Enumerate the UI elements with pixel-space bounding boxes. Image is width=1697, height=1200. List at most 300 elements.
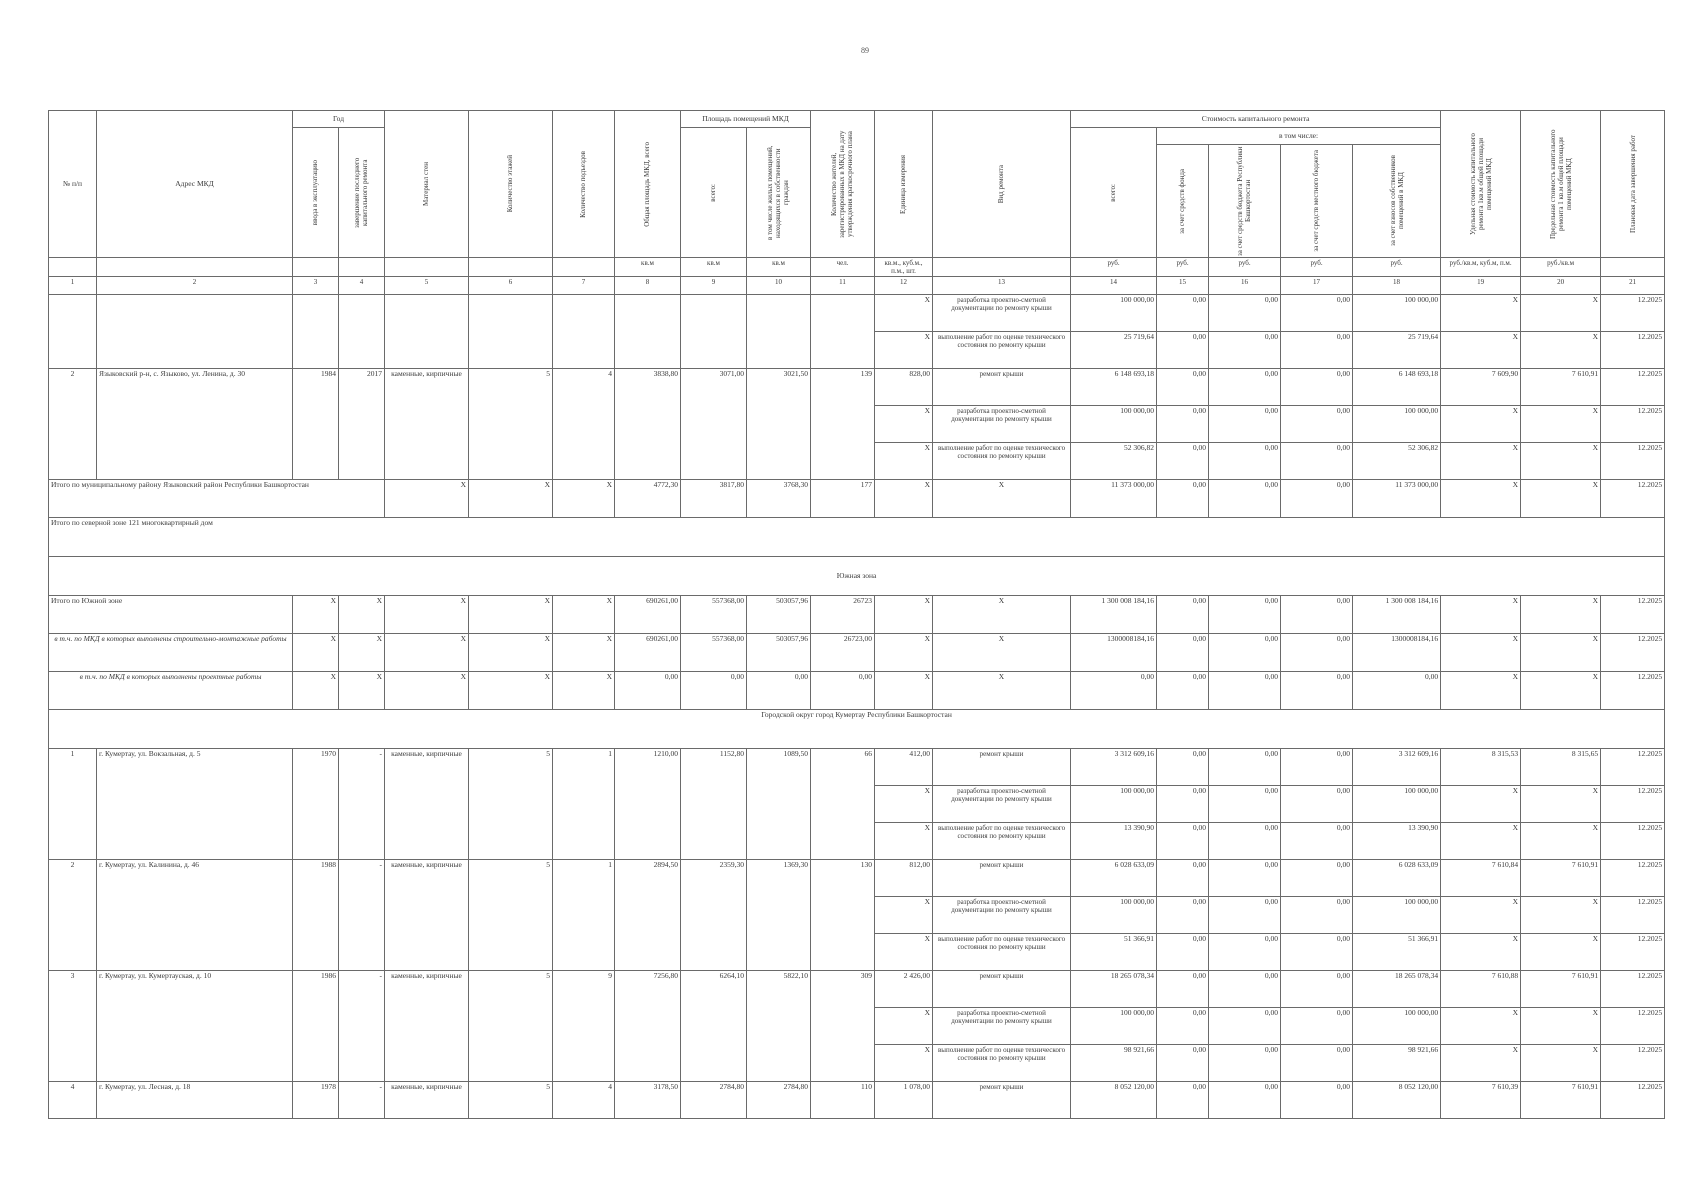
cell-col-21: 12.2025 [1601, 749, 1665, 786]
column-number-cell: 15 [1157, 277, 1209, 295]
cell-col-4: - [339, 971, 385, 1082]
cell-col-19: X [1441, 934, 1521, 971]
column-number-cell: 7 [553, 277, 615, 295]
header-num: № п/п [49, 111, 97, 258]
cell-col-13: выполнение работ по оценке технического состояния по ремонту крыши [933, 1045, 1071, 1082]
column-number-cell: 9 [681, 277, 747, 295]
header-cost-rb: за счет средств бюджета Республики Башкортостан [1209, 145, 1281, 258]
cell-col-11: 130 [811, 860, 875, 971]
cell-col-14: 51 366,91 [1071, 934, 1157, 971]
cell-col-12: X [875, 443, 933, 480]
unit-cell [293, 258, 339, 277]
cell-col-15: 0,00 [1157, 786, 1209, 823]
cell-col-6: 5 [469, 369, 553, 480]
column-number-cell: 14 [1071, 277, 1157, 295]
cell-col-15: 0,00 [1157, 934, 1209, 971]
cell-col-16: 0,00 [1209, 634, 1281, 672]
cell-col-21: 12.2025 [1601, 1045, 1665, 1082]
cell-col-16: 0,00 [1209, 786, 1281, 823]
totals-section [49, 480, 1665, 749]
cell-col-7: X [553, 634, 615, 672]
cell-col-2: г. Кумертау, ул. Кумертауская, д. 10 [97, 971, 293, 1082]
cell-col-12: X [875, 634, 933, 672]
cell-col-19: 7 610,39 [1441, 1082, 1521, 1119]
cell-col-7: 4 [553, 1082, 615, 1119]
cell-col-16: 0,00 [1209, 1045, 1281, 1082]
header-premises-group: Площадь помещений МКД [681, 111, 811, 128]
cell-col-19: X [1441, 897, 1521, 934]
cell-col-14: 6 148 693,18 [1071, 369, 1157, 406]
cell-col-9: 6264,10 [681, 971, 747, 1082]
cell-col-4: 2017 [339, 369, 385, 480]
cell-col-3: 1986 [293, 971, 339, 1082]
zone-title: Южная зона [49, 557, 1665, 596]
cell-col-15: 0,00 [1157, 369, 1209, 406]
cell-col-12: X [875, 295, 933, 332]
cell-col-12: 2 426,00 [875, 971, 933, 1008]
cell-col-20: 7 610,91 [1521, 971, 1601, 1008]
total-label: в т.ч. по МКД в которых выполнены проектные работы [49, 672, 293, 710]
cell-col-21: 12.2025 [1601, 332, 1665, 369]
column-number-cell: 4 [339, 277, 385, 295]
unit-cell [385, 258, 469, 277]
cell-col-15: 0,00 [1157, 332, 1209, 369]
cell-col-20: X [1521, 596, 1601, 634]
cell-col-18: 6 148 693,18 [1353, 369, 1441, 406]
cell-col-7: 1 [553, 860, 615, 971]
cell-col-4: - [339, 1082, 385, 1119]
cell-col-20: X [1521, 897, 1601, 934]
header-cost-local: за счет средств местного бюджета [1281, 145, 1353, 258]
cell-col-15: 0,00 [1157, 1045, 1209, 1082]
cell: X [1441, 480, 1521, 518]
cell-col-17: 0,00 [1281, 897, 1353, 934]
cell-col-9: 1152,80 [681, 749, 747, 860]
cell-col-11: 26723,00 [811, 634, 875, 672]
cell-col-4: - [339, 749, 385, 860]
cell-col-1: 2 [49, 369, 97, 480]
cell-col-20: X [1521, 634, 1601, 672]
cell-col-12: X [875, 897, 933, 934]
cell-col-11: 0,00 [811, 672, 875, 710]
cell-col-13: X [933, 634, 1071, 672]
unit-cell: кв.м [747, 258, 811, 277]
cell-col-15: 0,00 [1157, 406, 1209, 443]
cell-col-8: 7256,80 [615, 971, 681, 1082]
header-year-group: Год [293, 111, 385, 128]
cell-col-5: X [385, 596, 469, 634]
cell-col-18: 100 000,00 [1353, 1008, 1441, 1045]
column-number-cell: 20 [1521, 277, 1601, 295]
cell-col-5: X [385, 672, 469, 710]
cell-col-17: 0,00 [1281, 1082, 1353, 1119]
cell-col-1 [49, 295, 97, 369]
cell-col-21: 12.2025 [1601, 672, 1665, 710]
cell-col-21: 12.2025 [1601, 406, 1665, 443]
cell-col-16: 0,00 [1209, 934, 1281, 971]
cell-col-18: 8 052 120,00 [1353, 1082, 1441, 1119]
cell-col-20: X [1521, 1008, 1601, 1045]
cell-col-16: 0,00 [1209, 897, 1281, 934]
cell-col-14: 1 300 008 184,16 [1071, 596, 1157, 634]
unit-cell: чел. [811, 258, 875, 277]
table-row [49, 971, 1665, 1008]
cell-col-18: 100 000,00 [1353, 406, 1441, 443]
repair-plan-table [48, 110, 1665, 1119]
cell: 0,00 [1281, 480, 1353, 518]
cell-col-12: X [875, 934, 933, 971]
cell-col-18: 1300008184,16 [1353, 634, 1441, 672]
cell-col-14: 100 000,00 [1071, 406, 1157, 443]
cell-col-19: 7 610,84 [1441, 860, 1521, 897]
cell-col-15: 0,00 [1157, 443, 1209, 480]
cell: 0,00 [1157, 480, 1209, 518]
cell-col-17: 0,00 [1281, 860, 1353, 897]
cell-col-21: 12.2025 [1601, 295, 1665, 332]
cell-col-19: X [1441, 596, 1521, 634]
cell-col-1: 1 [49, 749, 97, 860]
cell-col-19: X [1441, 634, 1521, 672]
unit-cell [49, 258, 97, 277]
cell: 12.2025 [1601, 480, 1665, 518]
header-deadline: Плановая дата завершения работ [1601, 111, 1665, 258]
total-north-label: Итого по северной зоне 121 многоквартирный дом [49, 518, 1665, 557]
cell-col-17: 0,00 [1281, 406, 1353, 443]
header-unit: Единица измерения [875, 111, 933, 258]
cell-col-17: 0,00 [1281, 1008, 1353, 1045]
cell-col-13: разработка проектно-сметной документации по ремонту крыши [933, 786, 1071, 823]
cell-col-17: 0,00 [1281, 1045, 1353, 1082]
cell-col-16: 0,00 [1209, 596, 1281, 634]
header-premises-residential: в том числе жилых помещений, находящихся в собственности граждан [747, 128, 811, 258]
cell-col-17: 0,00 [1281, 823, 1353, 860]
column-number-cell: 18 [1353, 277, 1441, 295]
cell-col-7: X [553, 672, 615, 710]
unit-cell: руб. [1071, 258, 1157, 277]
cell-col-13: X [933, 596, 1071, 634]
page-number: 89 [861, 46, 869, 55]
header-total-area: Общая площадь МКД, всего [615, 111, 681, 258]
cell-col-13: разработка проектно-сметной документации по ремонту крыши [933, 1008, 1071, 1045]
cell-col-12: X [875, 596, 933, 634]
cell-col-6: X [469, 596, 553, 634]
column-number-cell: 19 [1441, 277, 1521, 295]
cell-col-6: X [469, 634, 553, 672]
cell-col-18: 3 312 609,16 [1353, 749, 1441, 786]
cell: X [933, 480, 1071, 518]
cell-col-13: ремонт крыши [933, 971, 1071, 1008]
cell-col-16: 0,00 [1209, 332, 1281, 369]
total-label: Итого по Южной зоне [49, 596, 293, 634]
unit-cell: руб./кв.м [1521, 258, 1601, 277]
cell-col-11: 110 [811, 1082, 875, 1119]
table-row [49, 295, 1665, 332]
cell-col-14: 1300008184,16 [1071, 634, 1157, 672]
unit-cell [339, 258, 385, 277]
cell-col-18: 18 265 078,34 [1353, 971, 1441, 1008]
cell-col-3: 1970 [293, 749, 339, 860]
column-number-cell: 12 [875, 277, 933, 295]
cell-col-3: 1978 [293, 1082, 339, 1119]
cell-col-16: 0,00 [1209, 443, 1281, 480]
header-limit-cost: Предельная стоимость капитального ремонта 1 кв.м общей площади помещений МКД [1521, 111, 1601, 258]
cell-col-9: 557368,00 [681, 634, 747, 672]
cell-col-18: 52 306,82 [1353, 443, 1441, 480]
total-south-construction-row [49, 634, 1665, 672]
units-row [49, 258, 1665, 277]
cell-col-5: каменные, кирпичные [385, 1082, 469, 1119]
unit-cell: руб./кв.м, куб.м, п.м. [1441, 258, 1521, 277]
cell-col-13: выполнение работ по оценке технического состояния по ремонту крыши [933, 934, 1071, 971]
cell-col-21: 12.2025 [1601, 443, 1665, 480]
column-number-cell: 11 [811, 277, 875, 295]
cell-col-2: г. Кумертау, ул. Калинина, д. 46 [97, 860, 293, 971]
column-number-cell: 6 [469, 277, 553, 295]
cell-col-16: 0,00 [1209, 860, 1281, 897]
cell-col-7: 1 [553, 749, 615, 860]
cell-col-21: 12.2025 [1601, 823, 1665, 860]
header-cost-group: Стоимость капитального ремонта [1071, 111, 1441, 128]
cell-col-14: 3 312 609,16 [1071, 749, 1157, 786]
unit-cell [1601, 258, 1665, 277]
cell-col-12: 812,00 [875, 860, 933, 897]
cell-col-15: 0,00 [1157, 1008, 1209, 1045]
cell-col-5: каменные, кирпичные [385, 749, 469, 860]
cell-col-21: 12.2025 [1601, 860, 1665, 897]
cell-col-2: г. Кумертау, ул. Вокзальная, д. 5 [97, 749, 293, 860]
cell-col-19: X [1441, 1045, 1521, 1082]
cell-col-10: 3021,50 [747, 369, 811, 480]
cell-col-21: 12.2025 [1601, 369, 1665, 406]
cell-col-19: 7 609,90 [1441, 369, 1521, 406]
cell-col-16: 0,00 [1209, 1008, 1281, 1045]
cell-col-9: 2784,80 [681, 1082, 747, 1119]
cell-col-15: 0,00 [1157, 596, 1209, 634]
cell-col-17: 0,00 [1281, 332, 1353, 369]
cell-col-19: X [1441, 443, 1521, 480]
cell-col-10: 503057,96 [747, 634, 811, 672]
cell-col-14: 100 000,00 [1071, 1008, 1157, 1045]
cell-col-17: 0,00 [1281, 596, 1353, 634]
cell-col-3: X [293, 634, 339, 672]
cell-col-16: 0,00 [1209, 1082, 1281, 1119]
cell-col-3: 1984 [293, 369, 339, 480]
cell-col-17: 0,00 [1281, 786, 1353, 823]
cell-col-1: 4 [49, 1082, 97, 1119]
cell-col-14: 100 000,00 [1071, 295, 1157, 332]
header-address: Адрес МКД [97, 111, 293, 258]
cell: 11 373 000,00 [1353, 480, 1441, 518]
cell-col-11: 26723 [811, 596, 875, 634]
cell-col-13: разработка проектно-сметной документации по ремонту крыши [933, 897, 1071, 934]
cell-col-16: 0,00 [1209, 295, 1281, 332]
unit-cell [553, 258, 615, 277]
cell-col-17: 0,00 [1281, 971, 1353, 1008]
cell-col-7 [553, 295, 615, 369]
cell-col-11: 309 [811, 971, 875, 1082]
cell-col-19: 7 610,88 [1441, 971, 1521, 1008]
cell-col-12: X [875, 406, 933, 443]
cell-col-15: 0,00 [1157, 860, 1209, 897]
cell-col-21: 12.2025 [1601, 1008, 1665, 1045]
total-south-row [49, 596, 1665, 634]
cell-col-19: X [1441, 295, 1521, 332]
cell-col-18: 51 366,91 [1353, 934, 1441, 971]
column-number-cell: 21 [1601, 277, 1665, 295]
cell-col-6: X [469, 672, 553, 710]
cell-col-17: 0,00 [1281, 934, 1353, 971]
cell-col-16: 0,00 [1209, 406, 1281, 443]
cell-col-21: 12.2025 [1601, 971, 1665, 1008]
unit-cell [469, 258, 553, 277]
cell-col-20: X [1521, 443, 1601, 480]
cell-col-3: X [293, 596, 339, 634]
cell-col-9: 3071,00 [681, 369, 747, 480]
rows-section-a [49, 295, 1665, 480]
table-row [49, 1082, 1665, 1119]
cell-col-8: 690261,00 [615, 596, 681, 634]
column-number-cell: 2 [97, 277, 293, 295]
cell: 3768,30 [747, 480, 811, 518]
cell-col-6 [469, 295, 553, 369]
table-header [49, 111, 1665, 295]
cell-col-15: 0,00 [1157, 1082, 1209, 1119]
cell-col-8: 2894,50 [615, 860, 681, 971]
cell-col-12: X [875, 672, 933, 710]
cell-col-7: 4 [553, 369, 615, 480]
cell-col-21: 12.2025 [1601, 634, 1665, 672]
cell-col-5: каменные, кирпичные [385, 971, 469, 1082]
cell-col-14: 52 306,82 [1071, 443, 1157, 480]
cell-col-11: 139 [811, 369, 875, 480]
cell-col-19: X [1441, 672, 1521, 710]
cell-col-17: 0,00 [1281, 749, 1353, 786]
cell-col-20: 7 610,91 [1521, 860, 1601, 897]
cell-col-8: 690261,00 [615, 634, 681, 672]
cell-col-8: 1210,00 [615, 749, 681, 860]
cell: 3817,80 [681, 480, 747, 518]
header-floors: Количество этажей [469, 111, 553, 258]
cell-col-16: 0,00 [1209, 369, 1281, 406]
total-south-design-row [49, 672, 1665, 710]
cell-col-1: 2 [49, 860, 97, 971]
cell-col-15: 0,00 [1157, 823, 1209, 860]
cell-col-17: 0,00 [1281, 634, 1353, 672]
cell-col-19: X [1441, 1008, 1521, 1045]
unit-cell: руб. [1157, 258, 1209, 277]
cell-col-17: 0,00 [1281, 295, 1353, 332]
cell-col-20: X [1521, 786, 1601, 823]
cell-col-8: 3178,50 [615, 1082, 681, 1119]
cell: X [385, 480, 469, 518]
cell-col-3: X [293, 672, 339, 710]
cell-col-4: X [339, 672, 385, 710]
cell-col-14: 18 265 078,34 [1071, 971, 1157, 1008]
cell-col-2: Языковский р-н, с. Языково, ул. Ленина, д. 30 [97, 369, 293, 480]
column-number-cell: 13 [933, 277, 1071, 295]
cell-col-17: 0,00 [1281, 443, 1353, 480]
cell-col-21: 12.2025 [1601, 897, 1665, 934]
cell: X [875, 480, 933, 518]
cell-col-17: 0,00 [1281, 672, 1353, 710]
cell-col-5: каменные, кирпичные [385, 369, 469, 480]
cell-col-14: 100 000,00 [1071, 897, 1157, 934]
header-year-commission: ввода в эксплуатацию [293, 128, 339, 258]
cell-col-18: 6 028 633,09 [1353, 860, 1441, 897]
cell-col-12: 1 078,00 [875, 1082, 933, 1119]
cell-col-15: 0,00 [1157, 897, 1209, 934]
cell-col-18: 25 719,64 [1353, 332, 1441, 369]
cell-col-20: X [1521, 934, 1601, 971]
column-number-cell: 10 [747, 277, 811, 295]
cell-col-4 [339, 295, 385, 369]
unit-cell [933, 258, 1071, 277]
table-row [49, 369, 1665, 406]
cell-col-21: 12.2025 [1601, 934, 1665, 971]
cell-col-15: 0,00 [1157, 295, 1209, 332]
cell-col-12: X [875, 1045, 933, 1082]
cell-col-7: 9 [553, 971, 615, 1082]
cell-col-10: 1089,50 [747, 749, 811, 860]
cell-col-13: X [933, 672, 1071, 710]
cell-col-18: 0,00 [1353, 672, 1441, 710]
cell-col-14: 13 390,90 [1071, 823, 1157, 860]
cell-col-19: X [1441, 406, 1521, 443]
cell-col-2: г. Кумертау, ул. Лесная, д. 18 [97, 1082, 293, 1119]
unit-cell: руб. [1281, 258, 1353, 277]
cell-col-21: 12.2025 [1601, 596, 1665, 634]
cell-col-7: X [553, 596, 615, 634]
cell-col-10: 0,00 [747, 672, 811, 710]
cell-col-18: 100 000,00 [1353, 295, 1441, 332]
cell-col-10: 1369,30 [747, 860, 811, 971]
cell-col-13: ремонт крыши [933, 749, 1071, 786]
cell-col-3: 1988 [293, 860, 339, 971]
cell-col-20: X [1521, 1045, 1601, 1082]
cell-col-20: X [1521, 406, 1601, 443]
cell-col-20: 8 315,65 [1521, 749, 1601, 786]
cell-col-19: X [1441, 823, 1521, 860]
cell-col-14: 98 921,66 [1071, 1045, 1157, 1082]
unit-cell: руб. [1353, 258, 1441, 277]
cell-col-4: X [339, 596, 385, 634]
unit-cell: кв.м [615, 258, 681, 277]
unit-cell: руб. [1209, 258, 1281, 277]
cell-col-6: 5 [469, 749, 553, 860]
cell-col-13: выполнение работ по оценке технического состояния по ремонту крыши [933, 443, 1071, 480]
cell-col-20: X [1521, 823, 1601, 860]
cell-col-16: 0,00 [1209, 672, 1281, 710]
cell: 177 [811, 480, 875, 518]
cell: 4772,30 [615, 480, 681, 518]
cell-col-20: X [1521, 295, 1601, 332]
cell-col-12: X [875, 823, 933, 860]
cell-col-10 [747, 295, 811, 369]
cell-col-6: 5 [469, 860, 553, 971]
rows-section-city [49, 749, 1665, 1119]
cell-col-19: X [1441, 332, 1521, 369]
cell-col-2 [97, 295, 293, 369]
cell-col-4: X [339, 634, 385, 672]
cell-col-15: 0,00 [1157, 634, 1209, 672]
header-entrances: Количество подъездов [553, 111, 615, 258]
cell-col-12: 828,00 [875, 369, 933, 406]
header-cost-owners: за счет взносов собственников помещений в МКД [1353, 145, 1441, 258]
cell-col-8: 0,00 [615, 672, 681, 710]
cell: 0,00 [1209, 480, 1281, 518]
column-numbers-row [49, 277, 1665, 295]
cell-col-15: 0,00 [1157, 971, 1209, 1008]
